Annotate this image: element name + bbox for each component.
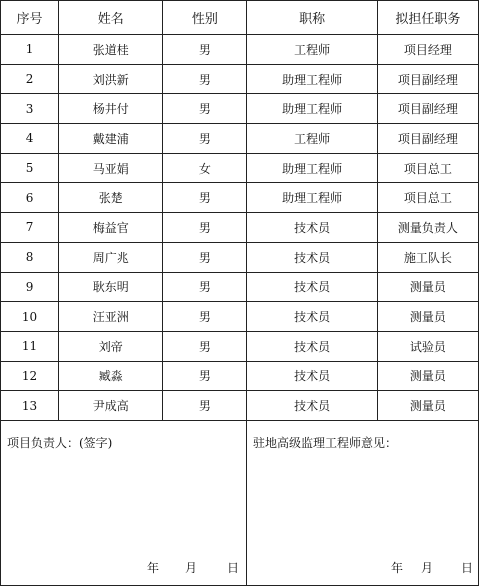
cell-gender: 男 — [163, 124, 247, 154]
cell-role: 项目副经理 — [377, 124, 478, 154]
cell-title: 技术员 — [247, 361, 377, 391]
right-date-year: 年 — [391, 561, 404, 575]
cell-name: 刘洪新 — [59, 64, 163, 94]
table-row — [1, 94, 479, 124]
cell-role: 项目总工 — [377, 183, 478, 213]
table-row — [1, 183, 479, 213]
cell-title: 助理工程师 — [247, 153, 377, 183]
cell-name: 耿东明 — [59, 272, 163, 302]
cell-role: 施工队长 — [377, 242, 478, 272]
right-date-row — [391, 559, 473, 576]
cell-no: 4 — [1, 124, 59, 154]
cell-role: 测量员 — [377, 302, 478, 332]
cell-title: 技术员 — [247, 391, 377, 421]
cell-no: 7 — [1, 213, 59, 243]
cell-title: 助理工程师 — [247, 94, 377, 124]
table-row — [1, 213, 479, 243]
cell-role: 测量员 — [377, 272, 478, 302]
table-row — [1, 242, 479, 272]
left-date-row — [147, 559, 239, 576]
table-row — [1, 361, 479, 391]
cell-title: 技术员 — [247, 331, 377, 361]
cell-no: 5 — [1, 153, 59, 183]
cell-no: 8 — [1, 242, 59, 272]
cell-role: 项目经理 — [377, 35, 478, 65]
cell-role: 测量员 — [377, 391, 478, 421]
cell-name: 马亚娟 — [59, 153, 163, 183]
cell-no: 2 — [1, 64, 59, 94]
cell-title: 工程师 — [247, 124, 377, 154]
cell-name: 张道桂 — [59, 35, 163, 65]
table-row — [1, 124, 479, 154]
cell-gender: 女 — [163, 153, 247, 183]
left-date-month: 月 — [185, 561, 198, 575]
header-gender: 性别 — [163, 1, 247, 35]
cell-gender: 男 — [163, 331, 247, 361]
cell-gender: 男 — [163, 272, 247, 302]
project-leader-signature-label: 项目负责人：(签字) — [7, 436, 113, 450]
cell-title: 技术员 — [247, 213, 377, 243]
cell-name: 周广兆 — [59, 242, 163, 272]
cell-name: 梅益官 — [59, 213, 163, 243]
header-role: 拟担任职务 — [377, 1, 478, 35]
cell-gender: 男 — [163, 213, 247, 243]
cell-role: 测量负责人 — [377, 213, 478, 243]
table-body — [1, 35, 479, 421]
cell-title: 技术员 — [247, 272, 377, 302]
signature-divider — [246, 416, 247, 586]
table-row — [1, 153, 479, 183]
right-date-day: 日 — [461, 561, 474, 575]
cell-role: 测量员 — [377, 361, 478, 391]
cell-no: 6 — [1, 183, 59, 213]
table-row — [1, 272, 479, 302]
right-date-month: 月 — [421, 561, 434, 575]
cell-role: 项目总工 — [377, 153, 478, 183]
signature-area — [0, 416, 479, 586]
table-header-row — [1, 1, 479, 35]
cell-role: 试验员 — [377, 331, 478, 361]
cell-role: 项目副经理 — [377, 64, 478, 94]
cell-gender: 男 — [163, 94, 247, 124]
header-title: 职称 — [247, 1, 377, 35]
table-row — [1, 35, 479, 65]
cell-title: 技术员 — [247, 242, 377, 272]
left-date-day: 日 — [227, 561, 240, 575]
cell-title: 助理工程师 — [247, 183, 377, 213]
cell-no: 13 — [1, 391, 59, 421]
cell-gender: 男 — [163, 361, 247, 391]
table-row — [1, 331, 479, 361]
cell-gender: 男 — [163, 302, 247, 332]
cell-gender: 男 — [163, 183, 247, 213]
cell-name: 戴建浦 — [59, 124, 163, 154]
header-no: 序号 — [1, 1, 59, 35]
cell-name: 刘帝 — [59, 331, 163, 361]
cell-name: 臧淼 — [59, 361, 163, 391]
cell-no: 9 — [1, 272, 59, 302]
cell-title: 技术员 — [247, 302, 377, 332]
cell-no: 10 — [1, 302, 59, 332]
table-row — [1, 302, 479, 332]
cell-no: 3 — [1, 94, 59, 124]
cell-title: 助理工程师 — [247, 64, 377, 94]
cell-no: 1 — [1, 35, 59, 65]
cell-name: 尹成高 — [59, 391, 163, 421]
supervisor-opinion-label: 驻地高级监理工程师意见： — [253, 436, 398, 450]
cell-no: 12 — [1, 361, 59, 391]
left-date-year: 年 — [147, 561, 160, 575]
cell-gender: 男 — [163, 35, 247, 65]
table-row — [1, 64, 479, 94]
cell-gender: 男 — [163, 391, 247, 421]
header-name: 姓名 — [59, 1, 163, 35]
cell-no: 11 — [1, 331, 59, 361]
cell-name: 杨井付 — [59, 94, 163, 124]
cell-name: 汪亚洲 — [59, 302, 163, 332]
cell-gender: 男 — [163, 242, 247, 272]
cell-name: 张楚 — [59, 183, 163, 213]
cell-role: 项目副经理 — [377, 94, 478, 124]
cell-gender: 男 — [163, 64, 247, 94]
cell-title: 工程师 — [247, 35, 377, 65]
